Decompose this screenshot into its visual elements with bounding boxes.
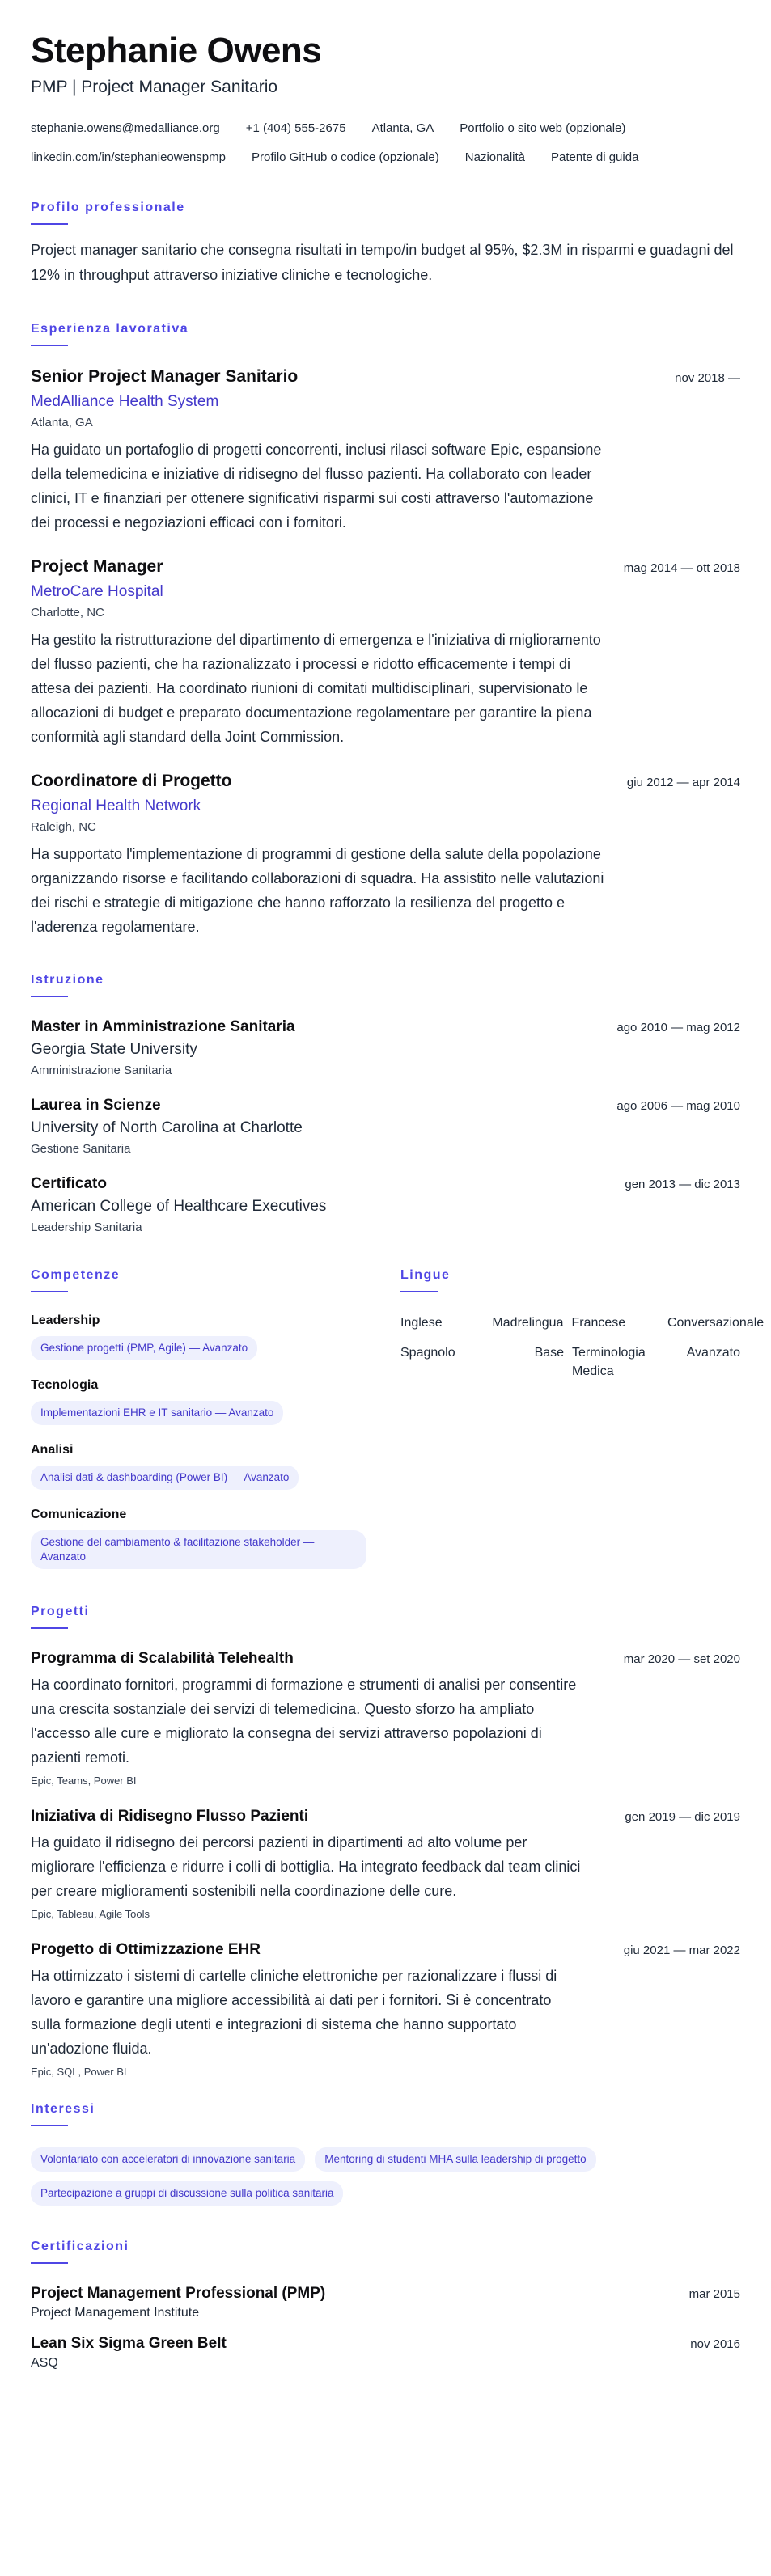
project-item xyxy=(31,1941,740,2078)
job-title: Senior Project Manager Sanitario xyxy=(31,367,299,386)
school-name: University of North Carolina at Charlotte xyxy=(31,1119,303,1136)
certification-name: Lean Six Sigma Green Belt xyxy=(31,2335,227,2352)
language-level: Madrelingua xyxy=(492,1316,564,1330)
interests-section xyxy=(31,2102,740,2215)
section-divider xyxy=(31,1291,68,1292)
language-level: Base xyxy=(534,1346,565,1360)
degree-title: Certificato xyxy=(31,1175,107,1192)
job-location: Charlotte, NC xyxy=(31,606,104,620)
job-location: Atlanta, GA xyxy=(31,416,93,429)
section-divider xyxy=(31,223,68,225)
education-item xyxy=(31,1018,740,1077)
skill-group xyxy=(31,1313,400,1360)
job-employer: Regional Health Network xyxy=(31,797,201,814)
job-date: nov 2018 — xyxy=(675,371,740,385)
project-name: Progetto di Ottimizzazione EHR xyxy=(31,1941,261,1958)
candidate-name: Stephanie Owens xyxy=(31,31,322,70)
study-field: Gestione Sanitaria xyxy=(31,1142,131,1156)
section-title-experience: Esperienza lavorativa xyxy=(31,322,189,336)
certification-item xyxy=(31,2285,740,2320)
project-tech: Epic, Tableau, Agile Tools xyxy=(31,1908,150,1920)
section-title-profile: Profilo professionale xyxy=(31,201,185,214)
skills-section xyxy=(31,1254,400,1587)
language-name: Inglese xyxy=(400,1316,443,1330)
skill-group xyxy=(31,1443,400,1490)
section-divider xyxy=(31,996,68,997)
project-tech: Epic, SQL, Power BI xyxy=(31,2066,127,2078)
languages-section xyxy=(400,1254,765,1587)
language-level: Avanzato xyxy=(686,1346,740,1360)
school-name: American College of Healthcare Executives xyxy=(31,1198,327,1215)
degree-date: gen 2013 — dic 2013 xyxy=(625,1178,740,1191)
job-employer: MetroCare Hospital xyxy=(31,583,163,600)
experience-item xyxy=(31,557,740,749)
skill-category: Tecnologia xyxy=(31,1378,99,1392)
interest-pill: Partecipazione a gruppi di discussione sulla politica sanitaria xyxy=(31,2181,343,2206)
experience-item xyxy=(31,772,740,939)
contact-location: Atlanta, GA xyxy=(371,121,434,135)
job-date: giu 2012 — apr 2014 xyxy=(626,776,740,789)
skill-group xyxy=(31,1378,400,1425)
contact-phone[interactable]: +1 (404) 555-2675 xyxy=(245,121,346,135)
skill-group xyxy=(31,1508,400,1569)
study-field: Leadership Sanitaria xyxy=(31,1220,142,1234)
skill-category: Leadership xyxy=(31,1313,100,1327)
school-name: Georgia State University xyxy=(31,1041,197,1058)
contact-portfolio[interactable]: Portfolio o sito web (opzionale) xyxy=(460,121,626,135)
contact-email[interactable]: stephanie.owens@medalliance.org xyxy=(31,121,220,135)
project-date: giu 2021 — mar 2022 xyxy=(623,1944,740,1957)
header xyxy=(31,29,740,178)
education-item xyxy=(31,1097,740,1156)
project-date: mar 2020 — set 2020 xyxy=(623,1652,740,1666)
project-description: Ha guidato il ridisegno dei percorsi pazienti in dipartimenti ad alto volume per migliorare l'efficienza e ridurre i colli di bottiglia. Ha integrato feedback dal team clinici per creare miglioramenti sostenibili nella coordinazione delle cure. xyxy=(31,1834,581,1899)
language-row xyxy=(400,1313,765,1332)
certification-date: mar 2015 xyxy=(688,2287,740,2301)
profile-summary: Project manager sanitario che consegna risultati in tempo/in budget al 95%, $2.3M in risparmi e guadagni del 12% in throughput attraverso iniziative cliniche e tecnologiche. xyxy=(31,242,734,283)
degree-title: Laurea in Scienze xyxy=(31,1097,161,1114)
skill-pill: Gestione del cambiamento & facilitazione stakeholder — Avanzato xyxy=(31,1530,366,1569)
language-name: Spagnolo xyxy=(400,1346,455,1360)
job-date: mag 2014 — ott 2018 xyxy=(623,561,740,575)
education-item xyxy=(31,1175,740,1234)
degree-title: Master in Amministrazione Sanitaria xyxy=(31,1018,295,1035)
skill-pill: Gestione progetti (PMP, Agile) — Avanzato xyxy=(31,1336,257,1360)
section-title-interests: Interessi xyxy=(31,2102,95,2116)
section-title-projects: Progetti xyxy=(31,1605,90,1618)
skill-category: Analisi xyxy=(31,1443,74,1457)
job-description: Ha gestito la ristrutturazione del dipartimento di emergenza e l'iniziativa di miglioramento del flusso pazienti, che ha razionalizzato i processi e ridotto efficacemente i tempi di attesa dei pazienti. Ha coordinato riunioni di comitati multidisciplinari, supervisionato le allocazioni di budget e preparato documentazione regolamentare per garantire la piena conformità agli standard della Joint Commission. xyxy=(31,632,601,745)
certification-date: nov 2016 xyxy=(690,2337,740,2351)
study-field: Amministrazione Sanitaria xyxy=(31,1064,172,1077)
skill-pill: Analisi dati & dashboarding (Power BI) — Avanzato xyxy=(31,1466,299,1490)
profile-section xyxy=(31,201,740,288)
project-name: Programma di Scalabilità Telehealth xyxy=(31,1650,294,1667)
job-title: Project Manager xyxy=(31,557,163,576)
section-divider xyxy=(31,2262,68,2264)
contact-info xyxy=(31,120,740,178)
interest-pill: Volontariato con acceleratori di innovazione sanitaria xyxy=(31,2147,305,2172)
section-divider xyxy=(31,2125,68,2126)
section-divider xyxy=(31,1627,68,1629)
contact-linkedin[interactable]: linkedin.com/in/stephanieowenspmp xyxy=(31,150,226,164)
section-title-education: Istruzione xyxy=(31,973,104,987)
experience-section xyxy=(31,322,740,939)
language-level: Conversazionale xyxy=(667,1316,765,1330)
contact-nationality: Nazionalità xyxy=(464,150,525,164)
certification-issuer: Project Management Institute xyxy=(31,2306,200,2320)
interests-list xyxy=(31,2147,740,2215)
candidate-subtitle: PMP | Project Manager Sanitario xyxy=(31,78,278,96)
project-item xyxy=(31,1650,740,1787)
section-title-certifications: Certificazioni xyxy=(31,2240,129,2253)
section-divider xyxy=(400,1291,438,1292)
degree-date: ago 2006 — mag 2010 xyxy=(616,1099,740,1113)
skill-pill: Implementazioni EHR e IT sanitario — Avanzato xyxy=(31,1401,283,1425)
job-location: Raleigh, NC xyxy=(31,820,96,834)
project-description: Ha ottimizzato i sistemi di cartelle cliniche elettroniche per razionalizzare i flussi di lavoro e garantire una migliore accessibilità ai dati per i fornitori. Si è concentrato sulla formazione degli utenti e integrazioni di sistema che hanno supportato un'adozione fluida. xyxy=(31,1968,557,2057)
degree-date: ago 2010 — mag 2012 xyxy=(616,1021,740,1034)
projects-section xyxy=(31,1605,740,2078)
project-tech: Epic, Teams, Power BI xyxy=(31,1774,137,1787)
experience-item xyxy=(31,367,740,535)
certification-item xyxy=(31,2335,740,2371)
job-description: Ha guidato un portafoglio di progetti concorrenti, inclusi rilasci software Epic, espansione della telemedicina e iniziative di ridisegno del flusso pazienti. Ha collaborato con leader clinici, IT e finanziari per ottenere significativi risparmi sui costi attraverso l'automazione dei processi e negoziazioni efficaci con i fornitori. xyxy=(31,442,602,531)
contact-github[interactable]: Profilo GitHub o codice (opzionale) xyxy=(251,150,439,164)
contact-license: Patente di guida xyxy=(551,150,639,164)
section-divider xyxy=(31,345,68,346)
education-section xyxy=(31,973,740,1234)
language-name: Francese xyxy=(571,1316,626,1330)
job-description: Ha supportato l'implementazione di programmi di gestione della salute della popolazione organizzando risorse e facilitando collaborazioni di squadra. Ha assistito nelle valutazioni dei rischi e strategie di mitigazione che hanno rafforzato la resilienza del progetto e l'aderenza regolamentare. xyxy=(31,846,604,935)
job-employer: MedAlliance Health System xyxy=(31,393,219,410)
project-item xyxy=(31,1808,740,1920)
skill-category: Comunicazione xyxy=(31,1508,127,1521)
certification-name: Project Management Professional (PMP) xyxy=(31,2285,326,2302)
project-date: gen 2019 — dic 2019 xyxy=(625,1810,740,1824)
job-title: Coordinatore di Progetto xyxy=(31,772,232,790)
language-row xyxy=(400,1343,740,1381)
skills-languages-row xyxy=(31,1254,765,1587)
section-title-languages: Lingue xyxy=(400,1268,451,1282)
certifications-section xyxy=(31,2240,740,2371)
project-name: Iniziativa di Ridisegno Flusso Pazienti xyxy=(31,1808,309,1825)
project-description: Ha coordinato fornitori, programmi di formazione e strumenti di analisi per consentire una crescita sostanziale dei servizi di telemedicina. Questo sforzo ha ampliato l'accesso alle cure e migliorato la consegna dei servizi attraverso popolazioni di pazienti remoti. xyxy=(31,1677,577,1766)
section-title-skills: Competenze xyxy=(31,1268,121,1282)
interest-pill: Mentoring di studenti MHA sulla leadership di progetto xyxy=(315,2147,595,2172)
certification-issuer: ASQ xyxy=(31,2356,58,2370)
language-name: Terminologia Medica xyxy=(572,1346,646,1378)
